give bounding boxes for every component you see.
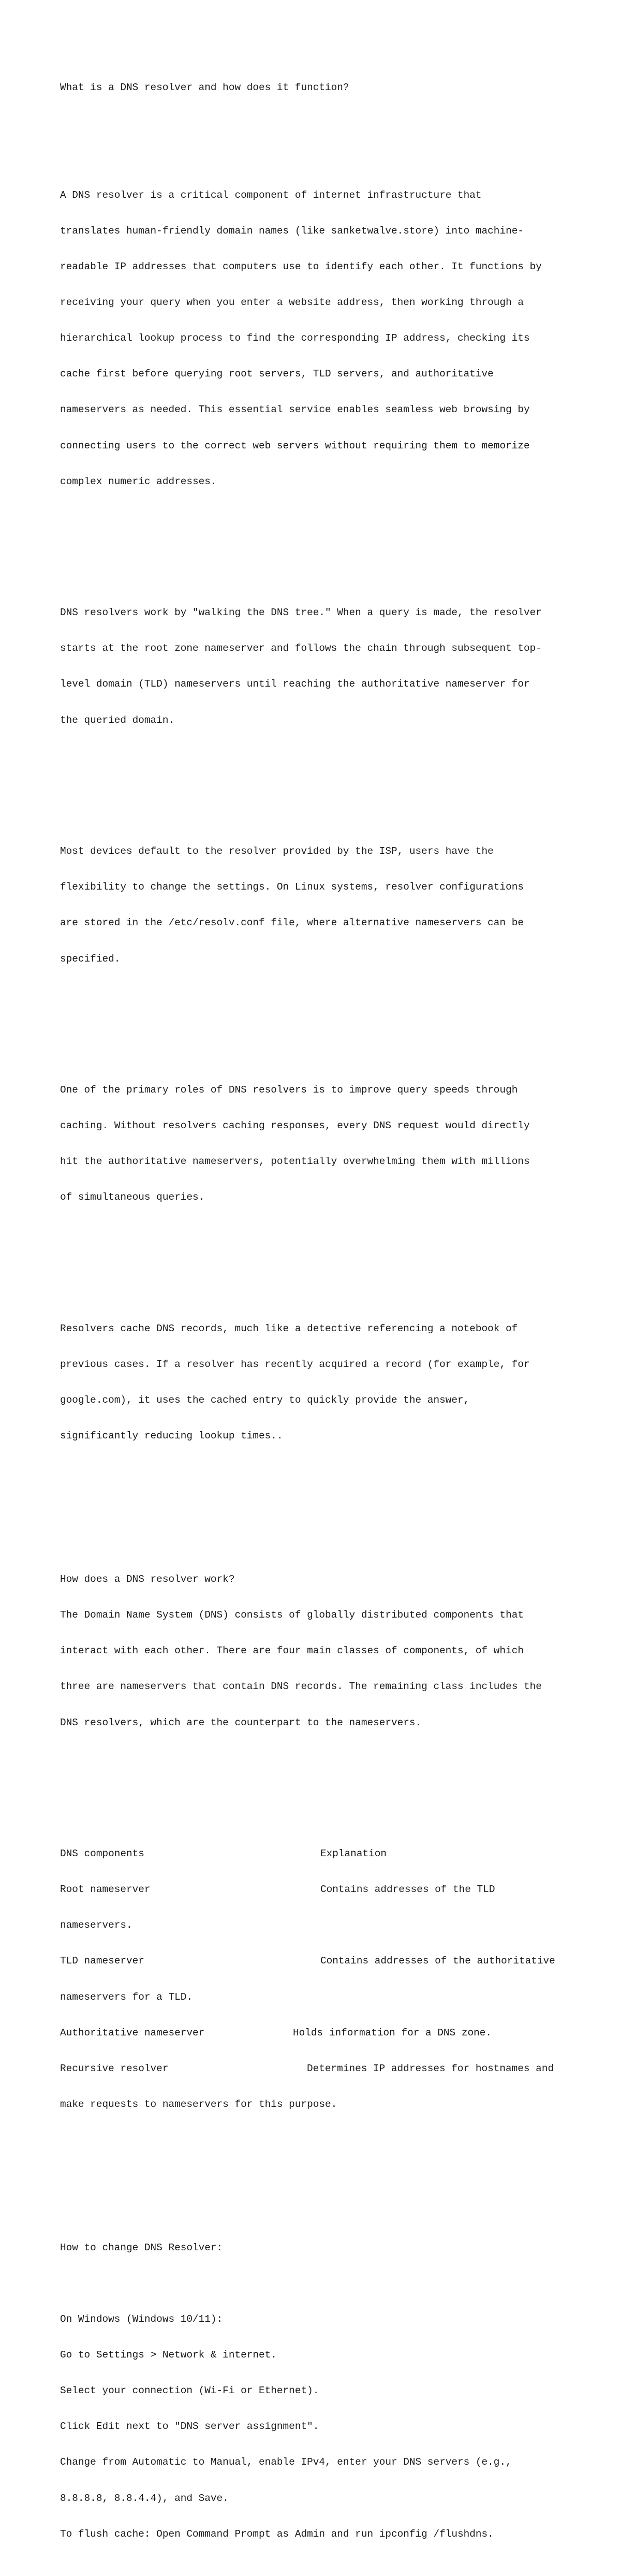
- table-row: [60, 2027, 583, 2039]
- table-header-components: DNS components: [60, 1848, 144, 1860]
- page-title: What is a DNS resolver and how does it function?: [60, 82, 349, 94]
- table-row: [60, 1884, 583, 1896]
- text-line: readable IP addresses that computers use to identify each other. It functions by: [60, 260, 542, 272]
- step-line: To flush cache: Open Command Prompt as Admin and run ipconfig /flushdns.: [60, 2528, 494, 2540]
- table-cell-component: Root nameserver: [60, 1884, 151, 1896]
- text-line: three are nameservers that contain DNS records. The remaining class includes the: [60, 1681, 542, 1693]
- table-header-row: [60, 1848, 583, 1860]
- components-table: [60, 1824, 583, 2134]
- table-cell-component: TLD nameserver: [60, 1955, 144, 1967]
- text-line: interact with each other. There are four main classes of components, of which: [60, 1645, 524, 1657]
- text-line: google.com), it uses the cached entry to quickly provide the answer,: [60, 1394, 470, 1406]
- table-cell-explanation: Contains addresses of the TLD: [320, 1884, 495, 1896]
- table-row: [60, 1955, 583, 1967]
- table-cell-explanation: Contains addresses of the authoritative: [320, 1955, 555, 1967]
- text-line: specified.: [60, 953, 121, 965]
- paragraph-isp-default: [60, 822, 583, 989]
- table-row-continued: nameservers.: [60, 1919, 132, 1931]
- section-heading: How does a DNS resolver work?: [60, 1573, 235, 1585]
- step-line: Change from Automatic to Manual, enable IPv4, enter your DNS servers (e.g.,: [60, 2456, 512, 2468]
- subheading-windows: On Windows (Windows 10/11):: [60, 2313, 223, 2325]
- text-line: previous cases. If a resolver has recently acquired a record (for example, for: [60, 1359, 530, 1371]
- text-line: translates human-friendly domain names (like sanketwalve.store) into machine-: [60, 225, 524, 237]
- document-page: [60, 58, 583, 2576]
- paragraph-dns-tree: [60, 583, 583, 750]
- table-cell-component: Recursive resolver: [60, 2062, 169, 2074]
- step-line: Click Edit next to "DNS server assignment".: [60, 2421, 319, 2433]
- paragraph-caching: [60, 1060, 583, 1228]
- section-how-it-works: [60, 1550, 583, 1753]
- text-line: complex numeric addresses.: [60, 475, 217, 487]
- table-row-continued: make requests to nameservers for this purpose.: [60, 2099, 337, 2111]
- text-line: nameservers as needed. This essential service enables seamless web browsing by: [60, 404, 530, 416]
- text-line: DNS resolvers work by "walking the DNS tree." When a query is made, the resolver: [60, 607, 542, 619]
- text-line: DNS resolvers, which are the counterpart to the nameservers.: [60, 1716, 422, 1728]
- paragraph-intro: [60, 165, 583, 511]
- section-change-resolver: [60, 2218, 583, 2564]
- text-line: hit the authoritative nameservers, potentially overwhelming them with millions: [60, 1156, 530, 1168]
- text-line: the queried domain.: [60, 714, 175, 726]
- step-line: Go to Settings > Network & internet.: [60, 2349, 277, 2361]
- text-line: significantly reducing lookup times..: [60, 1430, 283, 1442]
- text-line: receiving your query when you enter a website address, then working through a: [60, 296, 524, 308]
- text-line: connecting users to the correct web servers without requiring them to memorize: [60, 440, 530, 452]
- table-cell-explanation: Determines IP addresses for hostnames and: [307, 2062, 554, 2074]
- text-line: cache first before querying root servers, TLD servers, and authoritative: [60, 368, 494, 380]
- text-line: starts at the root zone nameserver and follows the chain through subsequent top-: [60, 643, 542, 654]
- text-line: Resolvers cache DNS records, much like a detective referencing a notebook of: [60, 1322, 518, 1334]
- table-cell-component: Authoritative nameserver: [60, 2027, 205, 2039]
- text-line: One of the primary roles of DNS resolvers is to improve query speeds through: [60, 1084, 518, 1096]
- table-cell-explanation: Holds information for a DNS zone.: [293, 2027, 492, 2039]
- text-line: Most devices default to the resolver provided by the ISP, users have the: [60, 846, 494, 857]
- text-line: are stored in the /etc/resolv.conf file, where alternative nameservers can be: [60, 917, 524, 929]
- table-header-explanation: Explanation: [320, 1848, 387, 1860]
- step-line: 8.8.8.8, 8.8.4.4), and Save.: [60, 2492, 229, 2504]
- text-line: The Domain Name System (DNS) consists of globally distributed components that: [60, 1609, 524, 1621]
- text-line: of simultaneous queries.: [60, 1191, 205, 1203]
- text-line: A DNS resolver is a critical component of internet infrastructure that: [60, 189, 482, 201]
- table-row-continued: nameservers for a TLD.: [60, 1991, 193, 2003]
- step-line: Select your connection (Wi-Fi or Ethernet).: [60, 2385, 319, 2397]
- section-heading: How to change DNS Resolver:: [60, 2242, 223, 2253]
- table-row: [60, 2063, 583, 2075]
- paragraph-cache-records: [60, 1299, 583, 1466]
- text-line: level domain (TLD) nameservers until reaching the authoritative nameserver for: [60, 678, 530, 690]
- text-line: hierarchical lookup process to find the corresponding IP address, checking its: [60, 332, 530, 344]
- text-line: caching. Without resolvers caching responses, every DNS request would directly: [60, 1120, 530, 1132]
- text-line: flexibility to change the settings. On Linux systems, resolver configurations: [60, 881, 524, 893]
